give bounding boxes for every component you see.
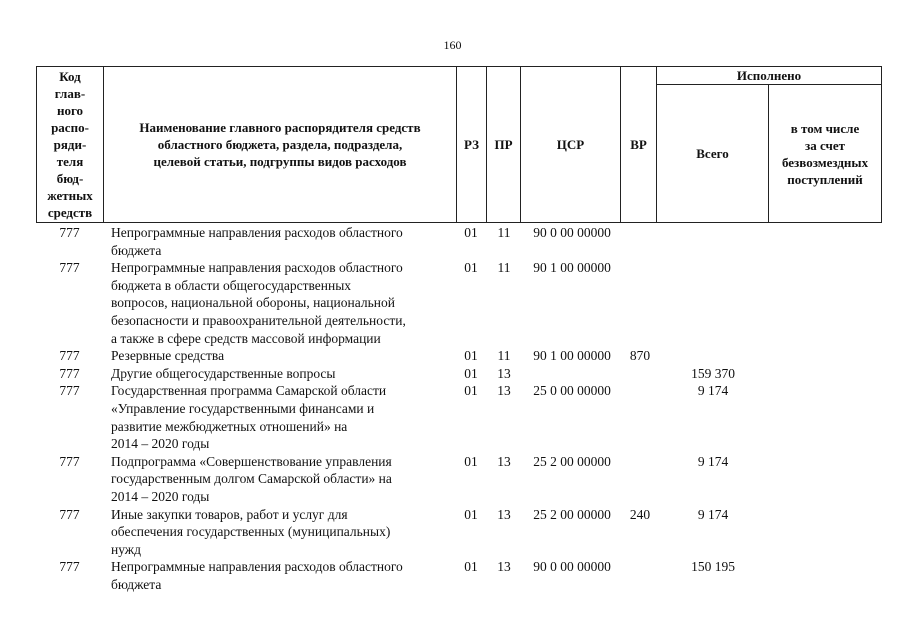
row-total: 9 174 <box>697 383 729 399</box>
page-number: 160 <box>443 38 462 52</box>
header-executed: Исполнено <box>736 68 802 83</box>
row-rz: 01 <box>464 559 478 575</box>
row-csr: 25 2 00 00000 <box>533 453 611 469</box>
row-pr: 13 <box>497 559 511 575</box>
row-vr: 870 <box>629 348 651 364</box>
row-rz: 01 <box>464 453 478 469</box>
row-code: 777 <box>59 506 80 522</box>
row-code: 777 <box>59 260 80 276</box>
row-csr: 90 0 00 00000 <box>533 225 611 240</box>
row-csr: 25 0 00 00000 <box>533 383 611 399</box>
row-total: 9 174 <box>697 506 729 522</box>
row-pr: 13 <box>497 506 511 522</box>
header-code: Код глав- ного распо- ряди- теля бюд- жетных средств <box>47 69 93 220</box>
row-code: 777 <box>59 453 80 469</box>
header-rz: РЗ <box>464 137 479 152</box>
row-code: 777 <box>59 225 80 240</box>
row-name: Подпрограмма «Совершенствование управления государственным долгом Самарской области» на 2014 – 2020 годы <box>111 453 392 504</box>
table-row <box>36 224 882 259</box>
row-pr: 13 <box>497 453 511 469</box>
table-body <box>36 224 882 593</box>
table-row <box>36 558 882 593</box>
header-vr: ВР <box>630 137 647 152</box>
table-row <box>36 365 882 383</box>
row-code: 777 <box>59 559 80 575</box>
header-border-bottom <box>36 222 882 223</box>
header-border-right <box>881 66 882 223</box>
row-rz: 01 <box>464 260 478 276</box>
row-name: Другие общегосударственные вопросы <box>111 365 336 381</box>
row-code: 777 <box>59 383 80 399</box>
row-code: 777 <box>59 348 80 364</box>
row-name: Непрограммные направления расходов областного бюджета в области общегосударственных вопросов, национальной обороны, национальной безопасности и правоохранительной деятельности, а также в сфере средств массовой информации <box>111 260 406 346</box>
row-total: 159 370 <box>691 365 735 381</box>
table-header <box>36 66 882 223</box>
table-row <box>36 259 882 347</box>
row-rz: 01 <box>464 365 478 381</box>
row-vr: 240 <box>629 506 651 522</box>
row-name: Непрограммные направления расходов областного бюджета <box>111 559 403 592</box>
header-name: Наименование главного распорядителя средств областного бюджета, раздела, подраздела, целевой статьи, подгруппы видов расходов <box>139 120 421 169</box>
row-csr: 90 1 00 00000 <box>533 348 611 364</box>
row-name: Государственная программа Самарской области «Управление государственными финансами и развитие межбюджетных отношений» на 2014 – 2020 годы <box>111 383 387 452</box>
row-rz: 01 <box>464 506 478 522</box>
header-pr: ПР <box>494 137 513 152</box>
table-row <box>36 347 882 365</box>
row-pr: 11 <box>497 348 511 364</box>
row-code: 777 <box>59 365 80 381</box>
header-free: в том числе за счет безвозмездных поступлений <box>781 120 869 187</box>
row-name: Резервные средства <box>111 348 225 364</box>
row-name: Непрограммные направления расходов областного бюджета <box>111 225 403 258</box>
row-pr: 13 <box>497 365 511 381</box>
table-row <box>36 506 882 559</box>
table-row <box>36 382 882 452</box>
row-total: 150 195 <box>691 559 735 575</box>
row-pr: 13 <box>497 383 511 399</box>
row-total: 9 174 <box>697 453 729 469</box>
row-rz: 01 <box>464 383 478 399</box>
row-rz: 01 <box>464 348 478 364</box>
header-total: Всего <box>696 146 729 161</box>
row-csr: 90 0 00 00000 <box>533 559 611 575</box>
row-pr: 11 <box>497 260 511 276</box>
header-csr: ЦСР <box>556 137 585 152</box>
row-csr: 90 1 00 00000 <box>533 260 611 276</box>
row-name: Иные закупки товаров, работ и услуг для обеспечения государственных (муниципальных) нужд <box>111 506 391 557</box>
row-csr: 25 2 00 00000 <box>533 506 611 522</box>
row-pr: 11 <box>497 225 511 240</box>
row-rz: 01 <box>464 225 478 240</box>
table-row <box>36 453 882 506</box>
